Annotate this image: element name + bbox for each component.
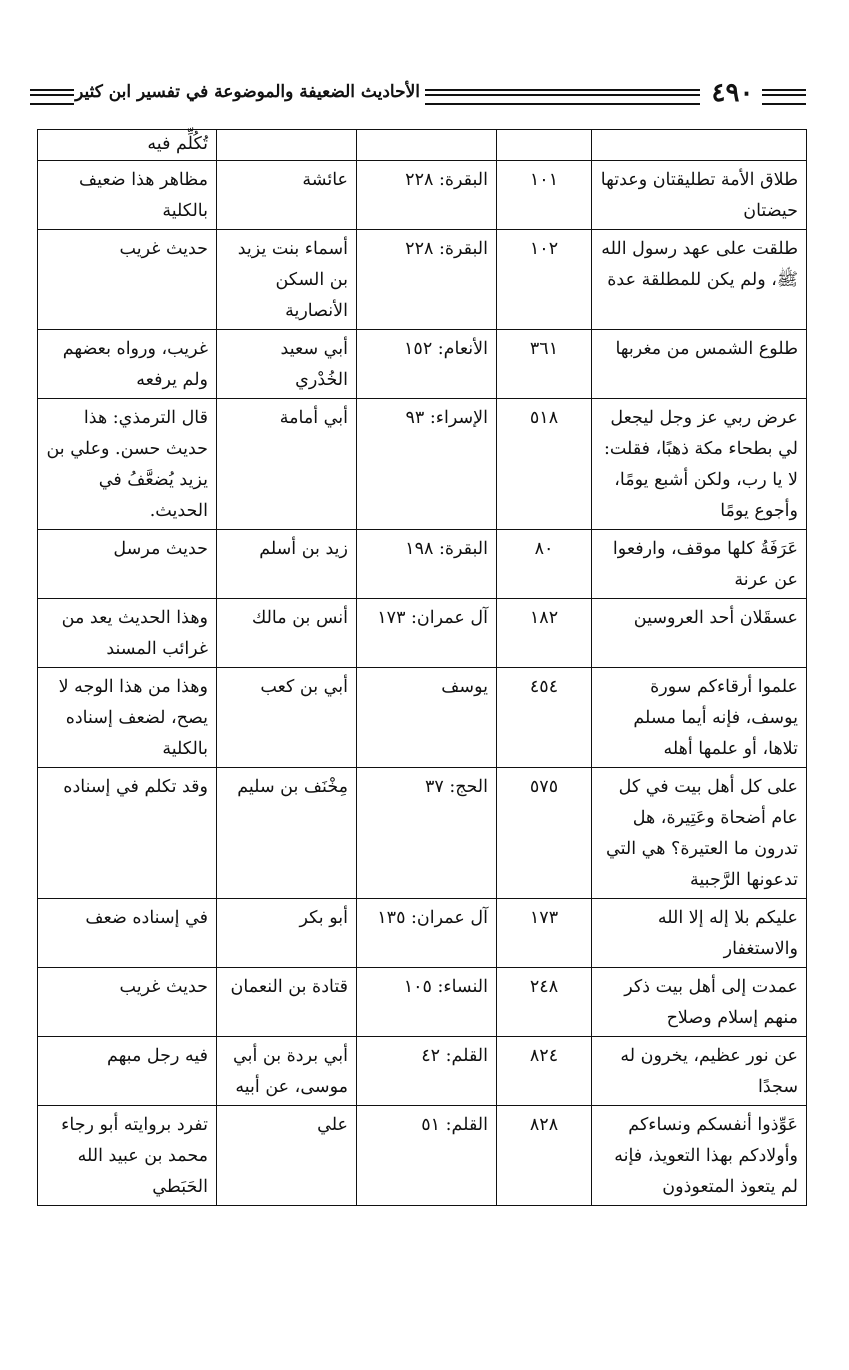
cell-narrator: أبي بردة بن أبي موسى، عن أبيه [217,1037,357,1106]
page-header [30,80,806,110]
cell-grade: تفرد بروايته أبو رجاء محمد بن عبيد الله الحَبَطي [38,1106,217,1206]
cell-page: ١٠٢ [497,230,592,330]
running-title: الأحاديث الضعيفة والموضوعة في تفسير ابن كثير [75,82,420,102]
cell-sura: يوسف [357,668,497,768]
cell-narrator: أبي سعيد الخُدْري [217,330,357,399]
cell-narrator: أبي أمامة [217,399,357,530]
cell-narrator: قتادة بن النعمان [217,968,357,1037]
cell-hadith-text: عَوِّذوا أنفسكم ونساءكم وأولادكم بهذا التعويذ، فإنه لم يتعوذ المتعوذون [592,1106,807,1206]
cell-grade: وهذا من هذا الوجه لا يصح، لضعف إسناده بالكلية [38,668,217,768]
cell-grade: وقد تكلم في إسناده [38,768,217,899]
cell-sura: البقرة: ٢٢٨ [357,230,497,330]
cell-narrator: زيد بن أسلم [217,530,357,599]
table-row [38,399,807,530]
table-row [38,968,807,1037]
cell-sura: القلم: ٥١ [357,1106,497,1206]
cell-hadith-text: عن نور عظيم، يخرون له سجدًا [592,1037,807,1106]
cell-page: ٥١٨ [497,399,592,530]
cell-page: ١٠١ [497,161,592,230]
cell-hadith-text: علموا أرقاءكم سورة يوسف، فإنه أيما مسلم تلاها، أو علمها أهله [592,668,807,768]
cell-page: ٤٥٤ [497,668,592,768]
cell-narrator: أسماء بنت يزيد بن السكن الأنصارية [217,230,357,330]
cell-hadith-text: طلقت على عهد رسول الله ﷺ، ولم يكن للمطلقة عدة [592,230,807,330]
cell-sura: آل عمران: ١٣٥ [357,899,497,968]
cell-hadith-text: طلوع الشمس من مغربها [592,330,807,399]
cell-hadith-text: عسقَلان أحد العروسين [592,599,807,668]
cell-page: ٢٤٨ [497,968,592,1037]
cell-hadith-text: عَرَفَةُ كلها موقف، وارفعوا عن عرنة [592,530,807,599]
cell-page: ٨٢٨ [497,1106,592,1206]
cell-hadith-text: على كل أهل بيت في كل عام أضحاة وعَتِيرة، هل تدرون ما العتيرة؟ هي التي تدعونها الرَّجبية [592,768,807,899]
cell-sura: البقرة: ٢٢٨ [357,161,497,230]
table-row [38,599,807,668]
cell-page [497,130,592,161]
page-number: ٤٩٠ [711,78,754,108]
cell-grade: غريب، ورواه بعضهم ولم يرفعه [38,330,217,399]
cell-narrator: مِخْنَف بن سليم [217,768,357,899]
cell-sura: النساء: ١٠٥ [357,968,497,1037]
cell-sura: البقرة: ١٩٨ [357,530,497,599]
cell-sura: الإسراء: ٩٣ [357,399,497,530]
cell-grade: وهذا الحديث يعد من غرائب المسند [38,599,217,668]
header-rule-right [762,89,806,105]
cell-hadith-text [592,130,807,161]
cell-page: ٨٢٤ [497,1037,592,1106]
cell-page: ٥٧٥ [497,768,592,899]
cell-hadith-text: عرض ربي عز وجل ليجعل لي بطحاء مكة ذهبًا، فقلت: لا يا رب، ولكن أشبع يومًا، وأجوع يومًا [592,399,807,530]
table-row [38,330,807,399]
cell-grade: حديث مرسل [38,530,217,599]
table-row [38,161,807,230]
cell-hadith-text: طلاق الأمة تطليقتان وعدتها حيضتان [592,161,807,230]
cell-page: ٨٠ [497,530,592,599]
cell-narrator: عائشة [217,161,357,230]
cell-sura: الحج: ٣٧ [357,768,497,899]
cell-sura [357,130,497,161]
cell-grade: فيه رجل مبهم [38,1037,217,1106]
hadith-index-table [37,129,807,1206]
cell-page: ٣٦١ [497,330,592,399]
cell-grade: في إسناده ضعف [38,899,217,968]
cell-sura: القلم: ٤٢ [357,1037,497,1106]
cell-sura: آل عمران: ١٧٣ [357,599,497,668]
cell-narrator: أبو بكر [217,899,357,968]
table-row [38,1037,807,1106]
table-row [38,899,807,968]
header-rule-middle [425,89,700,105]
header-rule-left [30,89,74,105]
continuation-row [38,130,807,161]
table-row [38,530,807,599]
cell-grade: حديث غريب [38,230,217,330]
cell-grade: تُكُلِّم فيه [38,130,217,161]
cell-narrator: علي [217,1106,357,1206]
cell-page: ١٨٢ [497,599,592,668]
table-row [38,668,807,768]
cell-grade: حديث غريب [38,968,217,1037]
cell-grade: قال الترمذي: هذا حديث حسن. وعلي بن يزيد يُضعَّفُ في الحديث. [38,399,217,530]
cell-page: ١٧٣ [497,899,592,968]
table-row [38,768,807,899]
cell-sura: الأنعام: ١٥٢ [357,330,497,399]
table-row [38,230,807,330]
cell-hadith-text: عليكم بلا إله إلا الله والاستغفار [592,899,807,968]
cell-narrator: أبي بن كعب [217,668,357,768]
table-row [38,1106,807,1206]
cell-hadith-text: عمدت إلى أهل بيت ذكر منهم إسلام وصلاح [592,968,807,1037]
cell-grade: مظاهر هذا ضعيف بالكلية [38,161,217,230]
cell-narrator: أنس بن مالك [217,599,357,668]
cell-narrator [217,130,357,161]
